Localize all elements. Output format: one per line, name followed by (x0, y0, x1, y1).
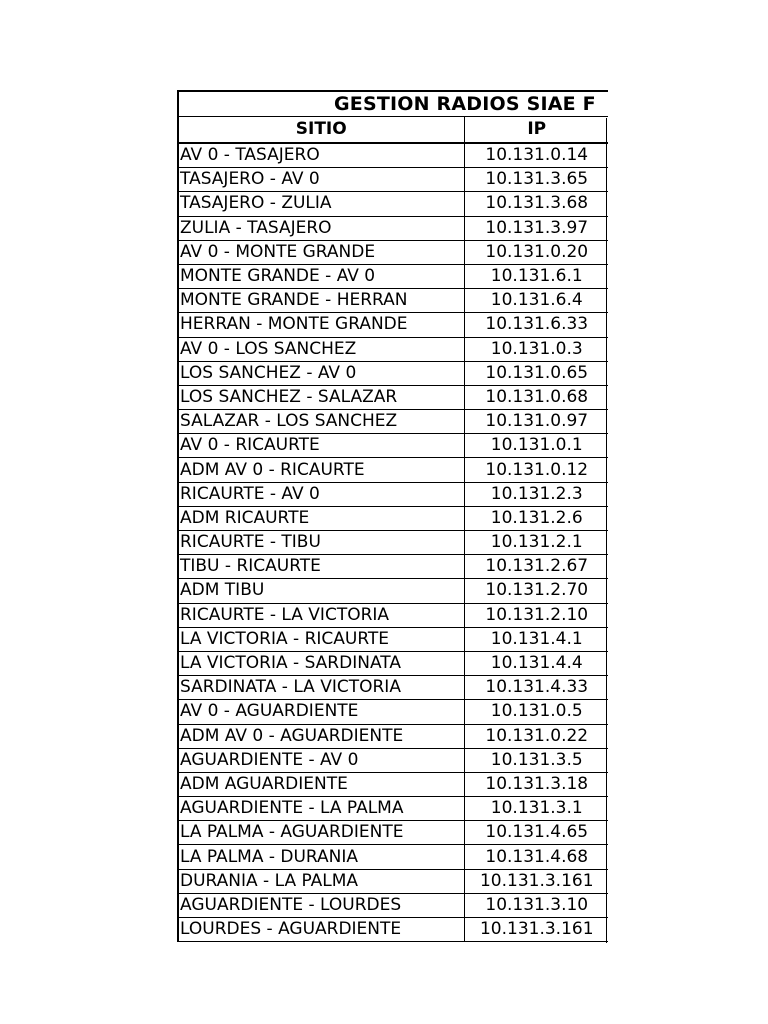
cell-ip[interactable]: 10.131.4.1 (464, 627, 608, 651)
cell-ip[interactable]: 10.131.3.161 (464, 869, 608, 893)
table-row (178, 410, 608, 434)
cell-ip[interactable]: 10.131.0.1 (464, 434, 608, 458)
table-row (178, 603, 608, 627)
cell-sitio[interactable]: LOURDES - AGUARDIENTE (178, 918, 464, 942)
table-row (178, 893, 608, 917)
cell-ip[interactable]: 10.131.2.70 (464, 579, 608, 603)
header-row (178, 117, 608, 143)
cell-ip[interactable]: 10.131.4.33 (464, 676, 608, 700)
table-body (178, 143, 608, 942)
cell-sitio[interactable]: DURANIA - LA PALMA (178, 869, 464, 893)
cell-ip[interactable]: 10.131.2.3 (464, 482, 608, 506)
cell-sitio[interactable]: AGUARDIENTE - LA PALMA (178, 797, 464, 821)
cell-ip[interactable]: 10.131.4.68 (464, 845, 608, 869)
cell-sitio[interactable]: LA VICTORIA - SARDINATA (178, 651, 464, 675)
table-row (178, 555, 608, 579)
table-row (178, 337, 608, 361)
table-row (178, 579, 608, 603)
table-row (178, 724, 608, 748)
table-row (178, 361, 608, 385)
cell-sitio[interactable]: RICAURTE - AV 0 (178, 482, 464, 506)
cell-sitio[interactable]: ADM RICAURTE (178, 506, 464, 530)
cell-sitio[interactable]: RICAURTE - LA VICTORIA (178, 603, 464, 627)
table-row (178, 748, 608, 772)
table-row (178, 772, 608, 796)
table-row (178, 264, 608, 288)
ip-table (177, 117, 608, 942)
table-row (178, 313, 608, 337)
table-row (178, 216, 608, 240)
cell-ip[interactable]: 10.131.4.65 (464, 821, 608, 845)
cell-sitio[interactable]: TASAJERO - ZULIA (178, 192, 464, 216)
table-row (178, 821, 608, 845)
cell-ip[interactable]: 10.131.2.1 (464, 531, 608, 555)
table-row (178, 240, 608, 264)
cell-sitio[interactable]: AV 0 - MONTE GRANDE (178, 240, 464, 264)
cell-sitio[interactable]: AV 0 - AGUARDIENTE (178, 700, 464, 724)
table-row (178, 192, 608, 216)
table-row (178, 289, 608, 313)
cell-ip[interactable]: 10.131.0.3 (464, 337, 608, 361)
cell-ip[interactable]: 10.131.0.22 (464, 724, 608, 748)
table-row (178, 869, 608, 893)
cell-sitio[interactable]: ADM AV 0 - AGUARDIENTE (178, 724, 464, 748)
cell-sitio[interactable]: ZULIA - TASAJERO (178, 216, 464, 240)
cell-ip[interactable]: 10.131.3.10 (464, 893, 608, 917)
table-row (178, 168, 608, 192)
title-row (177, 90, 608, 117)
cell-sitio[interactable]: AV 0 - RICAURTE (178, 434, 464, 458)
table-row (178, 385, 608, 409)
cell-ip[interactable]: 10.131.0.65 (464, 361, 608, 385)
cell-ip[interactable]: 10.131.3.97 (464, 216, 608, 240)
cell-ip[interactable]: 10.131.2.6 (464, 506, 608, 530)
cell-sitio[interactable]: SALAZAR - LOS SANCHEZ (178, 410, 464, 434)
cell-sitio[interactable]: ADM AV 0 - RICAURTE (178, 458, 464, 482)
table-row (178, 143, 608, 168)
cell-sitio[interactable]: AV 0 - TASAJERO (178, 143, 464, 168)
header-ip: IP (464, 117, 608, 143)
cell-sitio[interactable]: HERRAN - MONTE GRANDE (178, 313, 464, 337)
cell-sitio[interactable]: ADM TIBU (178, 579, 464, 603)
table-row (178, 651, 608, 675)
table-row (178, 531, 608, 555)
cell-sitio[interactable]: LOS SANCHEZ - SALAZAR (178, 385, 464, 409)
cell-ip[interactable]: 10.131.6.1 (464, 264, 608, 288)
cell-sitio[interactable]: AGUARDIENTE - AV 0 (178, 748, 464, 772)
cell-ip[interactable]: 10.131.0.12 (464, 458, 608, 482)
cell-ip[interactable]: 10.131.3.1 (464, 797, 608, 821)
table-row (178, 797, 608, 821)
cell-ip[interactable]: 10.131.0.5 (464, 700, 608, 724)
cell-sitio[interactable]: RICAURTE - TIBU (178, 531, 464, 555)
table-row (178, 506, 608, 530)
cell-sitio[interactable]: MONTE GRANDE - HERRAN (178, 289, 464, 313)
cell-sitio[interactable]: LA PALMA - DURANIA (178, 845, 464, 869)
cell-sitio[interactable]: TIBU - RICAURTE (178, 555, 464, 579)
table-row (178, 627, 608, 651)
cell-sitio[interactable]: AGUARDIENTE - LOURDES (178, 893, 464, 917)
table-row (178, 482, 608, 506)
table-title: GESTION RADIOS SIAE F (334, 93, 596, 115)
cell-ip[interactable]: 10.131.6.4 (464, 289, 608, 313)
cell-sitio[interactable]: ADM AGUARDIENTE (178, 772, 464, 796)
cell-ip[interactable]: 10.131.3.18 (464, 772, 608, 796)
cell-ip[interactable]: 10.131.3.65 (464, 168, 608, 192)
cell-ip[interactable]: 10.131.2.67 (464, 555, 608, 579)
cell-ip[interactable]: 10.131.3.68 (464, 192, 608, 216)
table-row (178, 676, 608, 700)
cell-sitio[interactable]: MONTE GRANDE - AV 0 (178, 264, 464, 288)
right-edge-line (606, 118, 607, 943)
cell-ip[interactable]: 10.131.0.68 (464, 385, 608, 409)
cell-sitio[interactable]: LOS SANCHEZ - AV 0 (178, 361, 464, 385)
table-row (178, 434, 608, 458)
cell-ip[interactable]: 10.131.4.4 (464, 651, 608, 675)
cell-sitio[interactable]: LA VICTORIA - RICAURTE (178, 627, 464, 651)
cell-ip[interactable]: 10.131.3.5 (464, 748, 608, 772)
header-sitio: SITIO (178, 117, 464, 143)
cell-ip[interactable]: 10.131.0.14 (464, 143, 608, 168)
cell-sitio[interactable]: TASAJERO - AV 0 (178, 168, 464, 192)
cell-ip[interactable]: 10.131.0.20 (464, 240, 608, 264)
table-row (178, 918, 608, 942)
table-row (178, 700, 608, 724)
cell-ip[interactable]: 10.131.2.10 (464, 603, 608, 627)
cell-ip[interactable]: 10.131.3.161 (464, 918, 608, 942)
table-row (178, 845, 608, 869)
table-row (178, 458, 608, 482)
cell-sitio[interactable]: SARDINATA - LA VICTORIA (178, 676, 464, 700)
cell-ip[interactable]: 10.131.0.97 (464, 410, 608, 434)
cell-sitio[interactable]: AV 0 - LOS SANCHEZ (178, 337, 464, 361)
cell-ip[interactable]: 10.131.6.33 (464, 313, 608, 337)
spreadsheet-table (177, 90, 608, 942)
cell-sitio[interactable]: LA PALMA - AGUARDIENTE (178, 821, 464, 845)
